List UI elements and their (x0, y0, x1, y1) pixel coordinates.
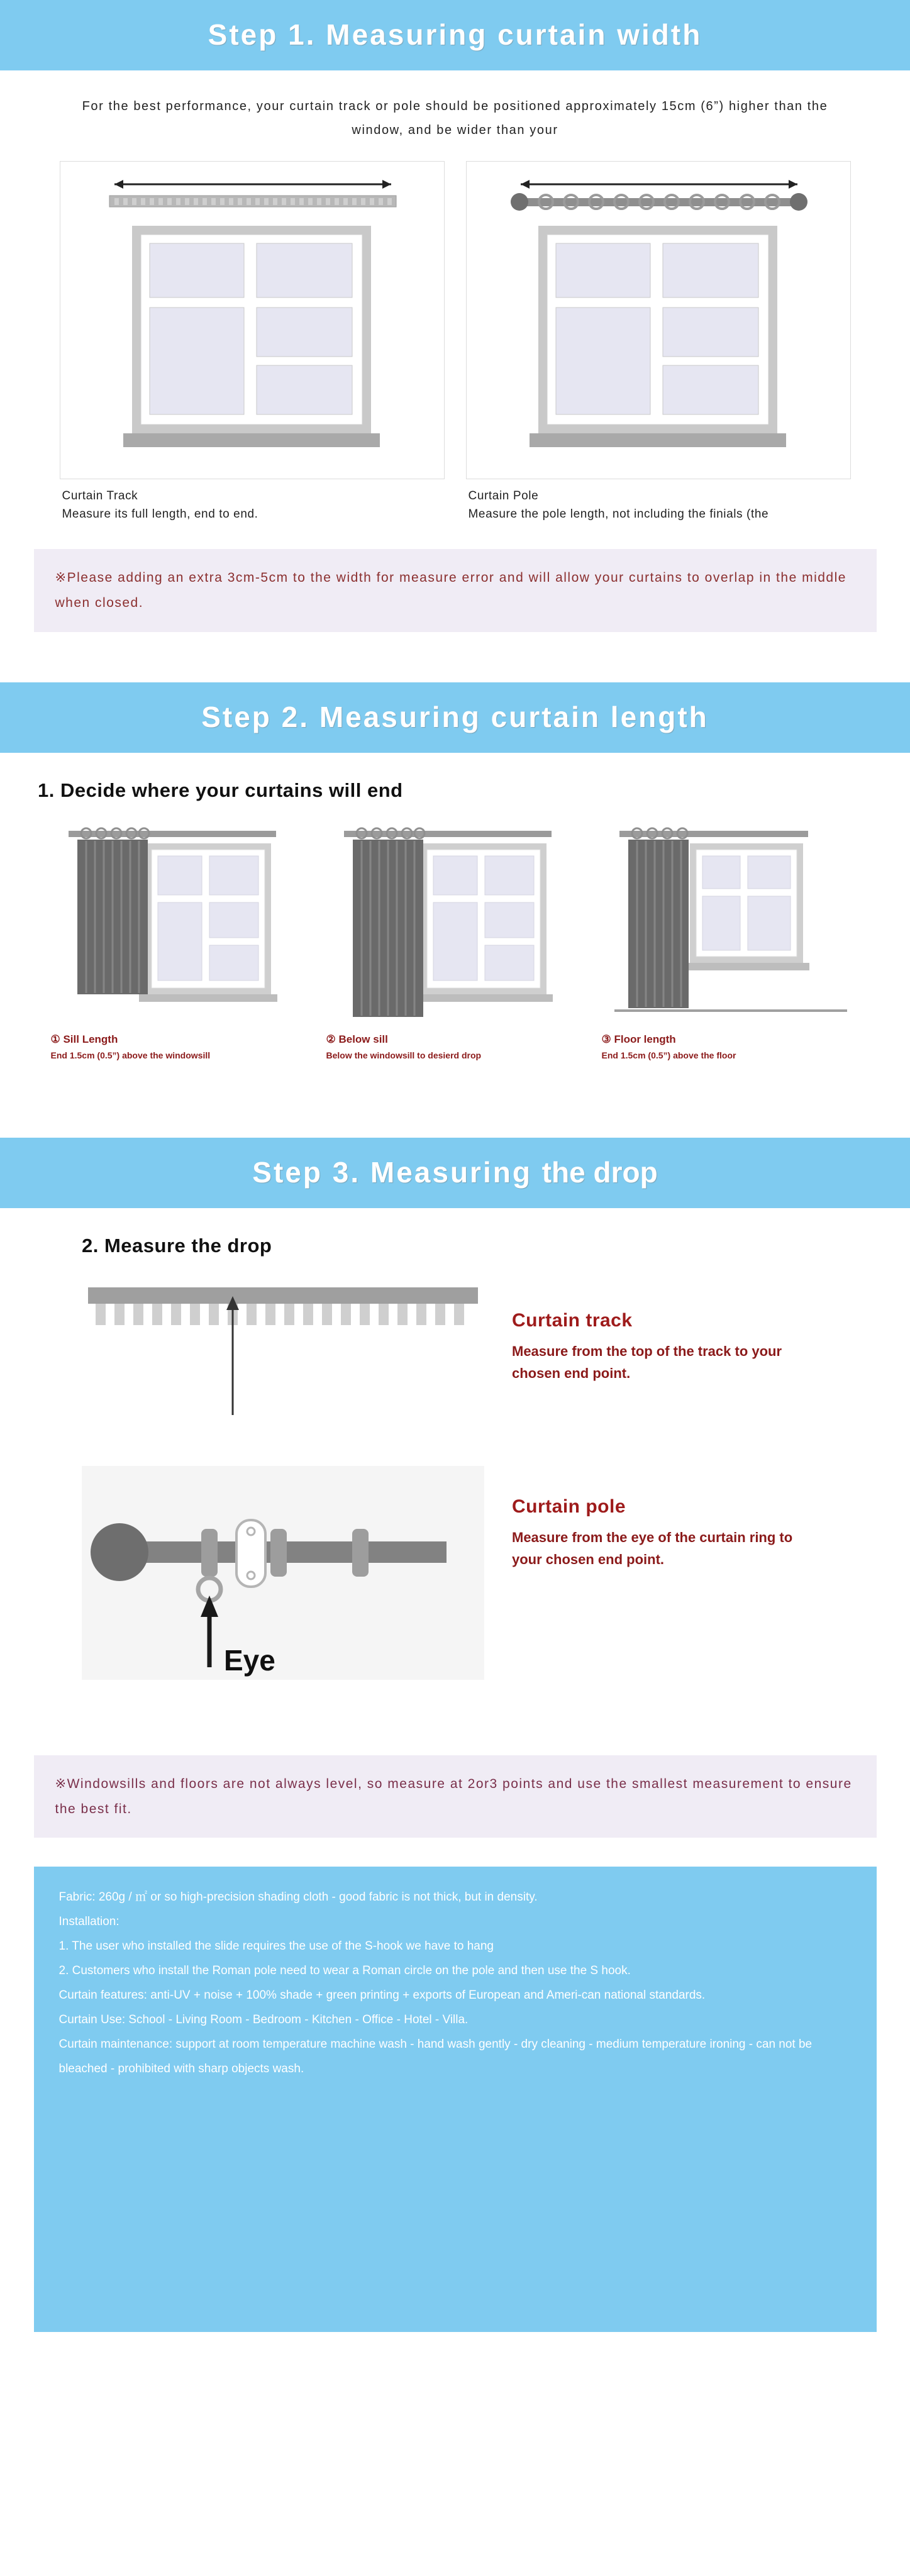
curtain-pole-illustration (466, 161, 851, 479)
step2-options (0, 808, 910, 1062)
track-with-arrow-svg (82, 1280, 484, 1424)
curtain-track-caption (60, 479, 445, 524)
step1-intro: For the best performance, your curtain track or pole should be positioned approximately 15cm (6”) higher than the window, and be wider than your (82, 99, 828, 137)
info-line-maintenance: Curtain maintenance: support at room temperature machine wash - hand wash gently - dry cleaning - medium temperature ironing - can not be bleached - prohibited with sharp objects wash. (58, 2038, 813, 2075)
curtain-track-desc: Measure its full length, end to end. (62, 508, 258, 521)
sill-length-label: ① Sill Length (50, 1033, 118, 1045)
sill-length-svg (51, 822, 309, 1030)
step1-banner (0, 0, 910, 70)
pole-drop-art (82, 1466, 484, 1680)
sill-length-desc: End 1.5cm (0.5”) above the windowsill (50, 1050, 211, 1060)
below-sill-art (326, 822, 584, 1030)
info-line-installation: Installation: (58, 1915, 119, 1929)
below-sill-desc: Below the windowsill to desierd drop (326, 1050, 482, 1060)
step1-banner-text: Step 1. Measuring curtain width (208, 18, 702, 51)
info-line-install-2: 2. Customers who install the Roman pole need to wear a Roman circle on the pole and then use the S hook. (58, 1964, 631, 1978)
info-line-install-1: 1. The user who installed the slide requires the use of the S-hook we have to hang (58, 1940, 494, 1953)
curtain-pole-drop-block (0, 1450, 910, 1680)
pole-drop-text (484, 1466, 801, 1570)
track-drop-body: Measure from the top of the track to your chosen end point. (512, 1343, 782, 1381)
sill-length-art (51, 822, 309, 1030)
step3-banner-text: Step 3. Measuring (252, 1155, 532, 1189)
track-drop-title: Curtain track (512, 1309, 633, 1331)
pole-drop-title: Curtain pole (512, 1496, 626, 1517)
window-with-pole-svg (477, 170, 841, 472)
track-drop-text (484, 1280, 801, 1384)
info-line-use: Curtain Use: School - Living Room - Bedroom - Kitchen - Office - Hotel - Villa. (58, 2013, 469, 2027)
floor-length-desc: End 1.5cm (0.5”) above the floor (601, 1050, 736, 1060)
step2-banner (0, 682, 910, 753)
step3-banner-subtext: the drop (541, 1155, 658, 1189)
step1-illustrations (0, 158, 910, 479)
step3-note: ※Windowsills and floors are not always level, so measure at 2or3 points and use the smallest measurement to ensure the best fit. (34, 1755, 877, 1838)
step2-banner-text: Step 2. Measuring curtain length (201, 700, 709, 733)
step3-heading: 2. Measure the drop (82, 1234, 272, 1257)
floor-length-svg (602, 822, 860, 1030)
option-sill-length (51, 822, 309, 1062)
step2-heading: 1. Decide where your curtains will end (38, 779, 403, 801)
floor-length-label: ③ Floor length (601, 1033, 676, 1045)
step1-note: ※Please adding an extra 3cm-5cm to the width for measure error and will allow your curtains to overlap in the middle when closed. (34, 549, 877, 632)
curtain-track-illustration (60, 161, 445, 479)
option-floor-length (602, 822, 860, 1062)
track-drop-art (82, 1280, 484, 1424)
step1-captions (0, 479, 910, 524)
info-line-features: Curtain features: anti-UV + noise + 100% shade + green printing + exports of European and Ameri-can national standards. (58, 1989, 706, 2002)
curtain-pole-desc: Measure the pole length, not including the finials (the (468, 508, 769, 521)
curtain-track-drop-block (0, 1263, 910, 1424)
eye-label: Eye (224, 1643, 275, 1677)
window-with-track-svg (70, 170, 435, 472)
curtain-pole-caption (466, 479, 851, 524)
curtain-track-title: Curtain Track (62, 489, 138, 502)
pole-with-eye-svg (82, 1466, 484, 1680)
product-info-block (34, 1867, 877, 2332)
pole-drop-body: Measure from the eye of the curtain ring to your chosen end point. (512, 1529, 793, 1567)
below-sill-label: ② Below sill (326, 1033, 388, 1045)
option-below-sill (326, 822, 584, 1062)
below-sill-svg (326, 822, 584, 1030)
info-line-fabric: Fabric: 260g / ㎡ or so high-precision shading cloth - good fabric is not thick, but in density. (58, 1890, 538, 1904)
floor-length-art (602, 822, 860, 1030)
step3-banner (0, 1138, 910, 1208)
curtain-pole-title: Curtain Pole (468, 489, 539, 502)
